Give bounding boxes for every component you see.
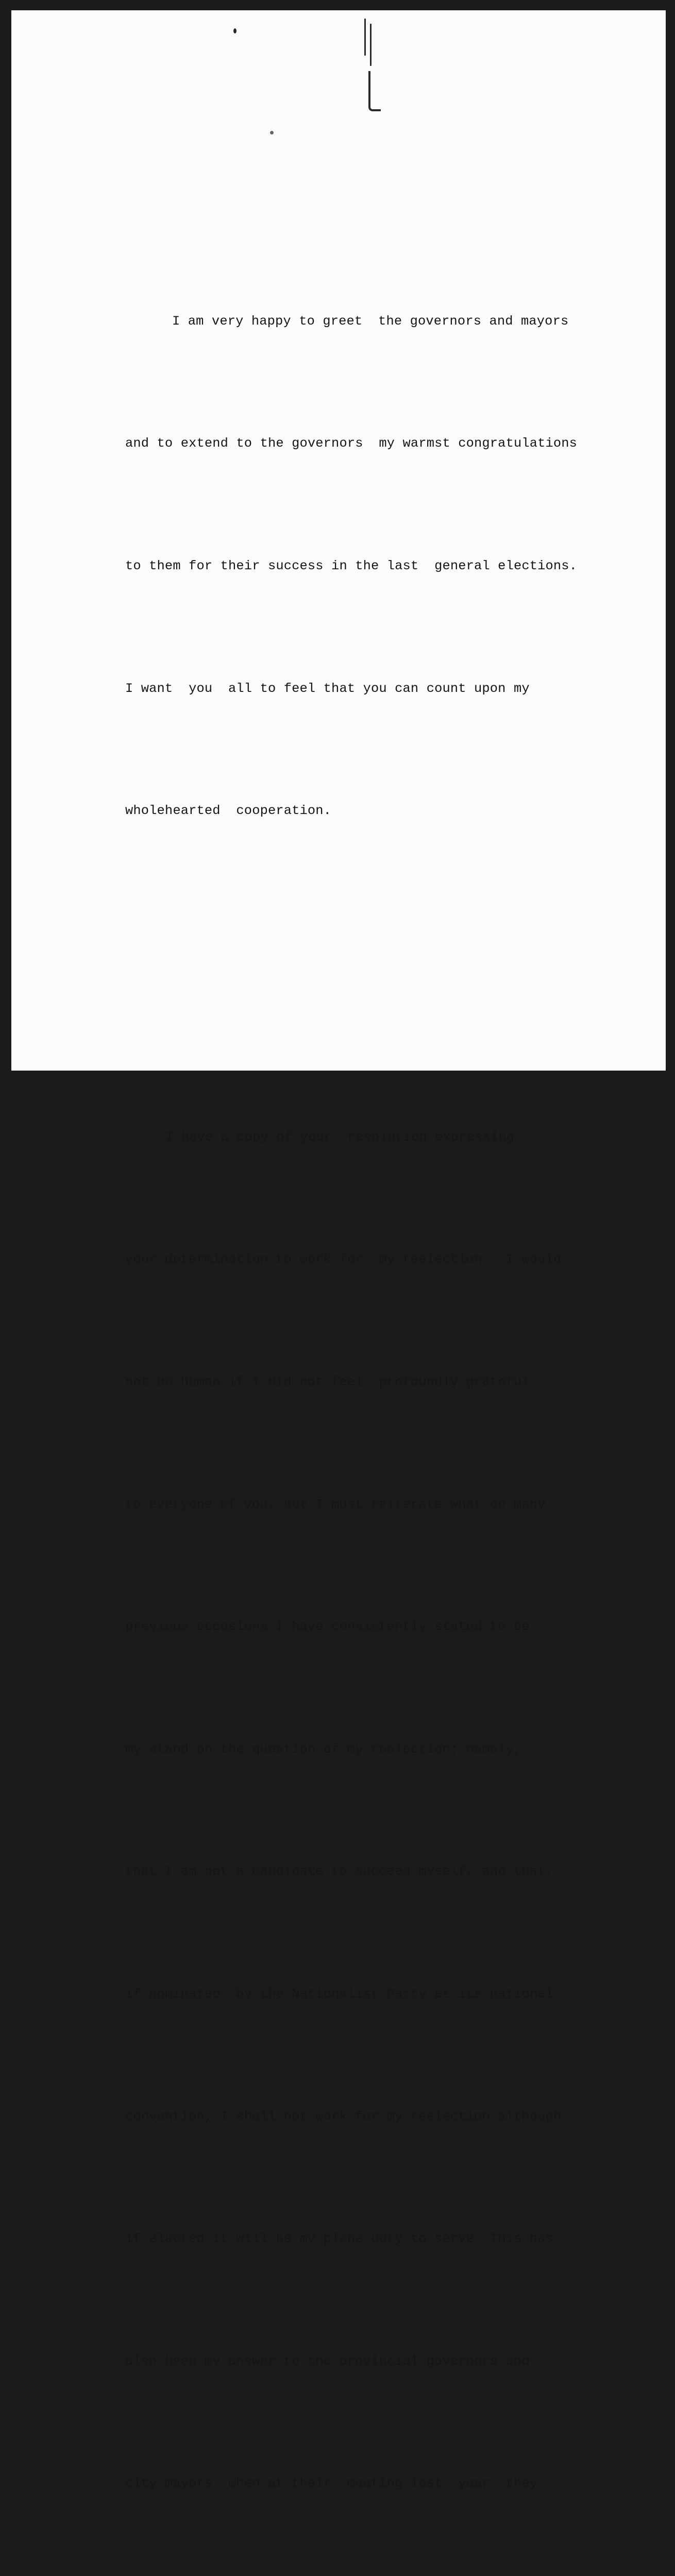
text-line: and to extend to the governors my warmst congratulations [125, 436, 578, 451]
text-line: also been my answer to the provincial governors and [125, 2353, 530, 2369]
text-line: I want you all to feel that you can count upon my [125, 681, 530, 696]
text-line: I am very happy to greet the governors and mayors [172, 313, 569, 329]
text-line: my stand on the question of my reelection; namely, [125, 1741, 522, 1757]
paragraph-1 [125, 219, 620, 912]
text-line: if nominated by the Nationalist Party at its national [125, 1986, 553, 2002]
text-line: that I am not a candidate to succeed myself, and that, [125, 1864, 553, 1879]
ink-dot [270, 131, 274, 134]
ink-dot [233, 28, 237, 33]
text-line: wholehearted cooperation. [125, 803, 332, 819]
text-line: to everyone of you, but I must reiterate what on many [125, 1497, 546, 1512]
text-line: previous occasions I have consistently stated to be [125, 1619, 530, 1635]
paragraph-2 [125, 1035, 620, 2576]
text-line: city mayors when at their meeting last year they [125, 2476, 538, 2492]
ink-mark [364, 19, 366, 56]
text-line: I have a copy of your resolution expressing [165, 1129, 515, 1145]
document-page [11, 10, 666, 2492]
text-line: your determination to work for my reelection. I would [125, 1252, 562, 1267]
text-line: if elected it will be my plane duty to serve. This has [125, 2231, 553, 2247]
letter-body [125, 138, 620, 2576]
ink-mark [368, 71, 381, 111]
ink-mark [370, 24, 372, 66]
text-line: convention, I shall not work for my reelection although [125, 2109, 562, 2124]
text-line: not be human if I did not feel profoundly grateful [125, 1374, 530, 1389]
text-line: to them for their success in the last general elections. [125, 558, 578, 573]
